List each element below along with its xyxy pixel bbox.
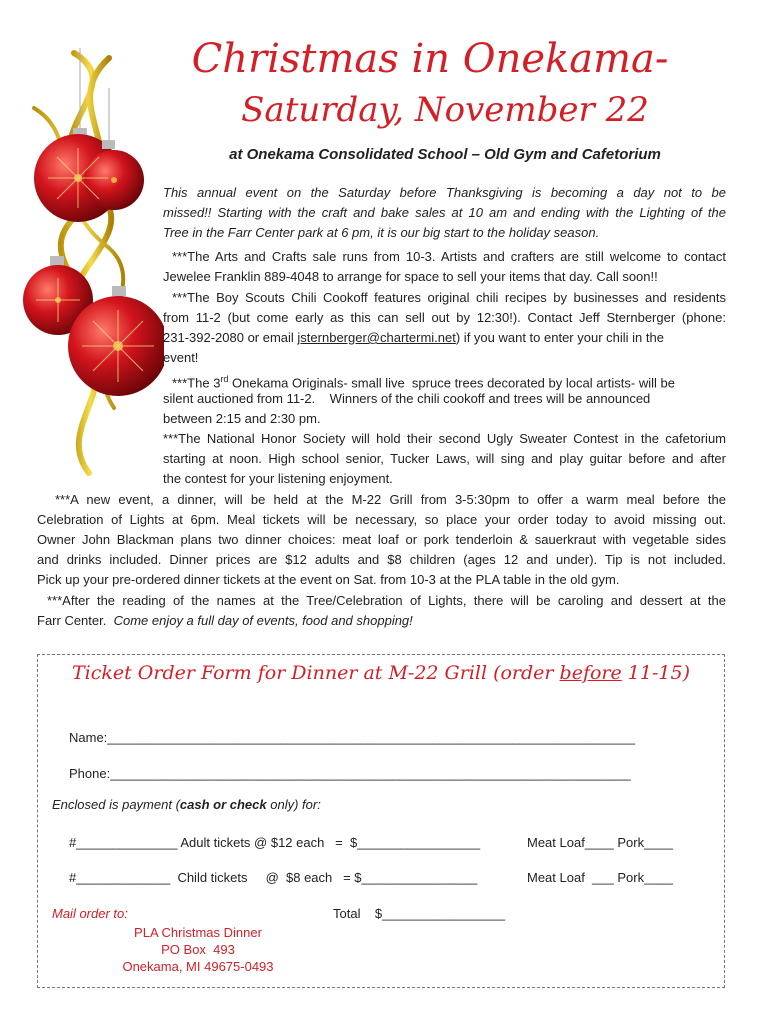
event-title: Christmas in Onekama- xyxy=(191,36,669,82)
sweater-line: starting at noon. High school senior, Tucker Laws, will sing and play guitar before and after xyxy=(163,451,726,466)
caroling-line: ***After the reading of the names at the Tree/Celebration of Lights, there will be caroling and dessert at the xyxy=(47,593,726,608)
event-venue: at Onekama Consolidated School – Old Gym and Cafetorium xyxy=(229,146,661,163)
sweater-line: the contest for your listening enjoyment. xyxy=(163,471,393,486)
intro-line: This annual event on the Saturday before Thanksgiving is becoming a day not to be xyxy=(163,185,726,200)
contact-email-link[interactable]: jsternberger@chartermi.net xyxy=(297,330,456,345)
chili-line: ***The Boy Scouts Chili Cookoff features original chili recipes by businesses and residents xyxy=(172,290,726,305)
child-tickets-field[interactable]: #_____________ Child tickets @ $8 each = $________________ xyxy=(69,870,478,885)
sweater-line: ***The National Honor Society will hold their second Ugly Sweater Contest in the cafetorium xyxy=(163,431,726,446)
dinner-line: ***A new event, a dinner, will be held at the M-22 Grill from 3-5:30pm to offer a warm meal before the xyxy=(55,492,726,507)
intro-line: missed!! Starting with the craft and bake sales at 10 am and ending with the Lighting of the xyxy=(163,205,726,220)
phone-field[interactable]: Phone:________________________________________________________________________ xyxy=(69,766,631,781)
dinner-line: Celebration of Lights at 6pm. Meal tickets will be necessary, so place your order today to avoid missing out. xyxy=(37,512,726,527)
caroling-line: Farr Center. Come enjoy a full day of events, food and shopping! xyxy=(37,613,413,628)
adult-tickets-field[interactable]: #______________ Adult tickets @ $12 each = $_________________ xyxy=(69,835,481,850)
crafts-line: ***The Arts and Crafts sale runs from 10-3. Artists and crafters are still welcome to contact xyxy=(172,249,726,264)
event-date: Saturday, November 22 xyxy=(241,90,649,130)
crafts-line: Jewelee Franklin 889-4048 to arrange for space to sell your items that day. Call soon!! xyxy=(163,269,658,284)
originals-line: ***The 3rd Onekama Originals- small live spruce trees decorated by local artists- will be xyxy=(172,374,675,391)
chili-line: from 11-2 (but come early as this can sell out by 12:30!). Contact Jeff Sternberger (phone: xyxy=(163,310,726,325)
dinner-line: Owner John Blackman plans two dinner choices: meat loaf or pork tenderloin & sauerkraut with vegetable sides xyxy=(37,532,726,547)
chili-line: event! xyxy=(163,350,199,365)
chili-line: 231-392-2080 or email jsternberger@chartermi.net) if you want to enter your chili in the xyxy=(163,330,664,345)
child-meal-choice[interactable]: Meat Loaf ___ Pork____ xyxy=(527,870,673,885)
christmas-ornaments-illustration xyxy=(14,48,164,478)
mailing-address-line: Onekama, MI 49675-0493 xyxy=(122,959,274,974)
mailing-address-line: PO Box 493 xyxy=(161,942,235,957)
intro-line: Tree in the Farr Center park at 6 pm, it is our big start to the holiday season. xyxy=(163,225,600,240)
originals-line: silent auctioned from 11-2. Winners of the chili cookoff and trees will be announced xyxy=(163,391,651,406)
payment-note: Enclosed is payment (cash or check only) for: xyxy=(52,797,321,812)
mail-order-label: Mail order to: xyxy=(52,906,128,921)
adult-meal-choice[interactable]: Meat Loaf____ Pork____ xyxy=(527,835,673,850)
dinner-line: and drinks included. Dinner prices are $12 adults and $8 children (ages 12 and under). Tip is not included. xyxy=(37,552,726,567)
dinner-line: Pick up your pre-ordered dinner tickets at the event on Sat. from 10-3 at the PLA table in the old gym. xyxy=(37,572,620,587)
mailing-address-line: PLA Christmas Dinner xyxy=(134,925,262,940)
order-form-title: Ticket Order Form for Dinner at M-22 Grill (order before 11-15) xyxy=(71,662,690,684)
total-field[interactable]: Total $_________________ xyxy=(333,906,506,921)
name-field[interactable]: Name:_________________________________________________________________________ xyxy=(69,730,636,745)
originals-line: between 2:15 and 2:30 pm. xyxy=(163,411,321,426)
